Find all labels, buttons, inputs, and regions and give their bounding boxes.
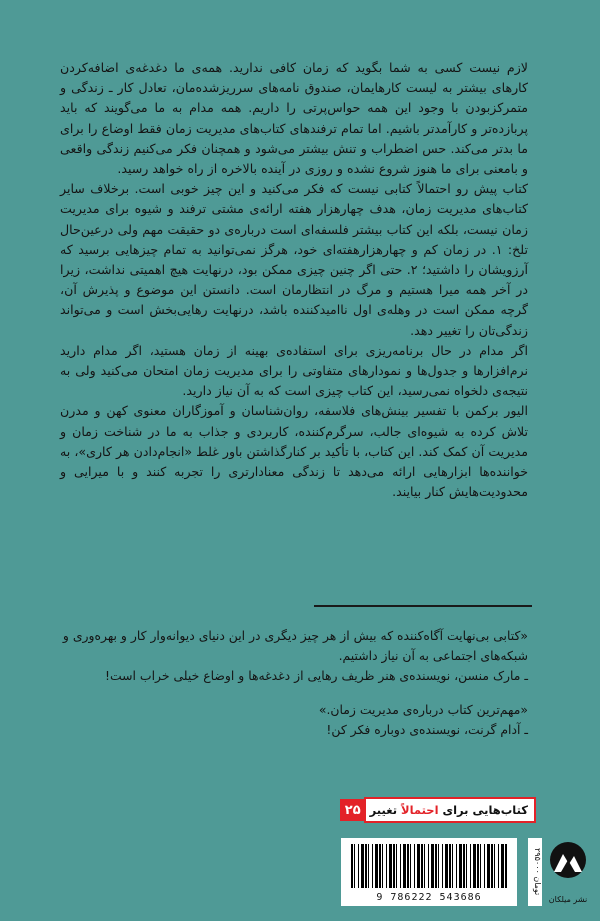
endorsement-2-author: ـ آدام گرنت، نویسنده‌ی دوباره فکر کن! <box>326 722 528 737</box>
endorsement-1-text: «کتابی بی‌نهایت آگاه‌کننده که بیش از هر چیز دیگری در این دنیای دیوانه‌وار کار و بهره‌وری و شبکه‌های اجتماعی به آن نیاز داشتیم. <box>62 628 528 663</box>
blurb-paragraph-2: کتاب پیش رو احتمالاً کتابی نیست که فکر می‌کنید و این چیز خوبی است. برخلاف سایر کتاب‌های مدیریت زمان، هدف چهارهزار هفته ارائه‌ی مشتی ترفند و شیوه برای مدیریت زمان نیست، بلکه این کتاب بیشتر فلسفه‌ای است درباره‌ی دو حقیقت مهم ولی درعین‌حال تلخ: ۱. در زمان کم و چهارهزارهفته‌ای خود، هرگز نمی‌توانید به تمام چیزهایی برسید که آرزویشان را داشتید؛ ۲. حتی اگر چنین چیزی ممکن بود، درنهایت هیچ اهمیتی نداشت، زیرا در آخر همه میرا هستیم و مرگ در انتظارمان است. دانستن این موضوع و پذیرش آن، گرچه ممکن است در وهله‌ی اول ناامیدکننده باشد، درنهایت رهایی‌بخش است و می‌تواند زندگی‌تان را تغییر دهد. <box>60 181 528 338</box>
price-label: ۲۹۵۰۰۰ تومان <box>528 838 542 906</box>
series-label <box>366 803 534 817</box>
series-label-prefix: کتاب‌هایی برای <box>438 803 528 817</box>
series-label-suffix: تغییر <box>369 803 402 817</box>
mountain-logo-icon <box>548 838 588 888</box>
isbn-barcode <box>341 838 517 906</box>
endorsement-1 <box>60 626 528 686</box>
blurb-body <box>60 58 528 502</box>
blurb-paragraph-4: الیور برکمن با تفسیر بینش‌های فلاسفه، روان‌شناسان و آموزگاران معنوی کهن و مدرن تلاش کرده به شیوه‌ای جالب، سرگرم‌کننده، کاربردی و جذاب به ما در شناخت زمان و مدیریت آن کمک کند. این کتاب، با تأکید بر کنارگذاشتن باور غلط «انجام‌دادن هر کاری»، به خواننده‌ها ابزارهایی ارائه می‌دهد تا زندگی معنادارتری را تجربه کنند و با میرایی و محدودیت‌هایش کنار بیایند. <box>60 403 528 500</box>
series-badge <box>344 797 536 823</box>
series-number: ۲۵ <box>340 799 366 821</box>
publisher-name: نشر میلکان <box>548 895 588 904</box>
endorsement-1-author: ـ مارک منسن، نویسنده‌ی هنر ظریف رهایی از دغدغه‌ها و اوضاع خیلی خراب است! <box>105 668 528 683</box>
section-divider <box>314 605 532 607</box>
series-label-accent: احتمالاً <box>401 803 439 817</box>
blurb-paragraph-3: اگر مدام در حال برنامه‌ریزی برای استفاده‌ی بهینه از زمان هستید، اگر مدام دارید نرم‌افزارها و جدول‌ها و نمودارهای متفاوتی را برای مدیریت زمان امتحان می‌کنید ولی به نتیجه‌ی دلخواه نمی‌رسید، این کتاب چیزی است که به آن نیاز دارید. <box>60 342 528 399</box>
endorsement-2 <box>60 700 528 740</box>
publisher-logo <box>548 838 588 904</box>
endorsement-2-text: «مهم‌ترین کتاب درباره‌ی مدیریت زمان.» <box>318 702 528 717</box>
barcode-digits: 9 786222 543686 <box>376 892 482 903</box>
endorsements <box>60 626 528 754</box>
blurb-paragraph-1: لازم نیست کسی به شما بگوید که زمان کافی ندارید. همه‌ی ما دغدغه‌ی اضافه‌کردن کارهای بیشتر به لیست کارهایمان، صندوق نامه‌های سرریزشده‌مان، تعادل کار ـ زندگی و متمرکزبودن با وجود این همه حواس‌پرتی را داریم. همه مدام به ما می‌گویند که باید پربازده‌تر و کارآمدتر باشیم. اما تمام ترفندهای کتاب‌های مدیریت زمان فقط اوضاع را برای ما بدتر می‌کند. حس اضطراب و تنش بیشتر می‌شود و همچنان فکر می‌کنیم زندگی واقعی و بامعنی برای ما هنوز شروع نشده و روزی در آینده بالاخره از راه خواهد رسید. <box>60 60 528 177</box>
barcode-bars <box>351 844 507 888</box>
